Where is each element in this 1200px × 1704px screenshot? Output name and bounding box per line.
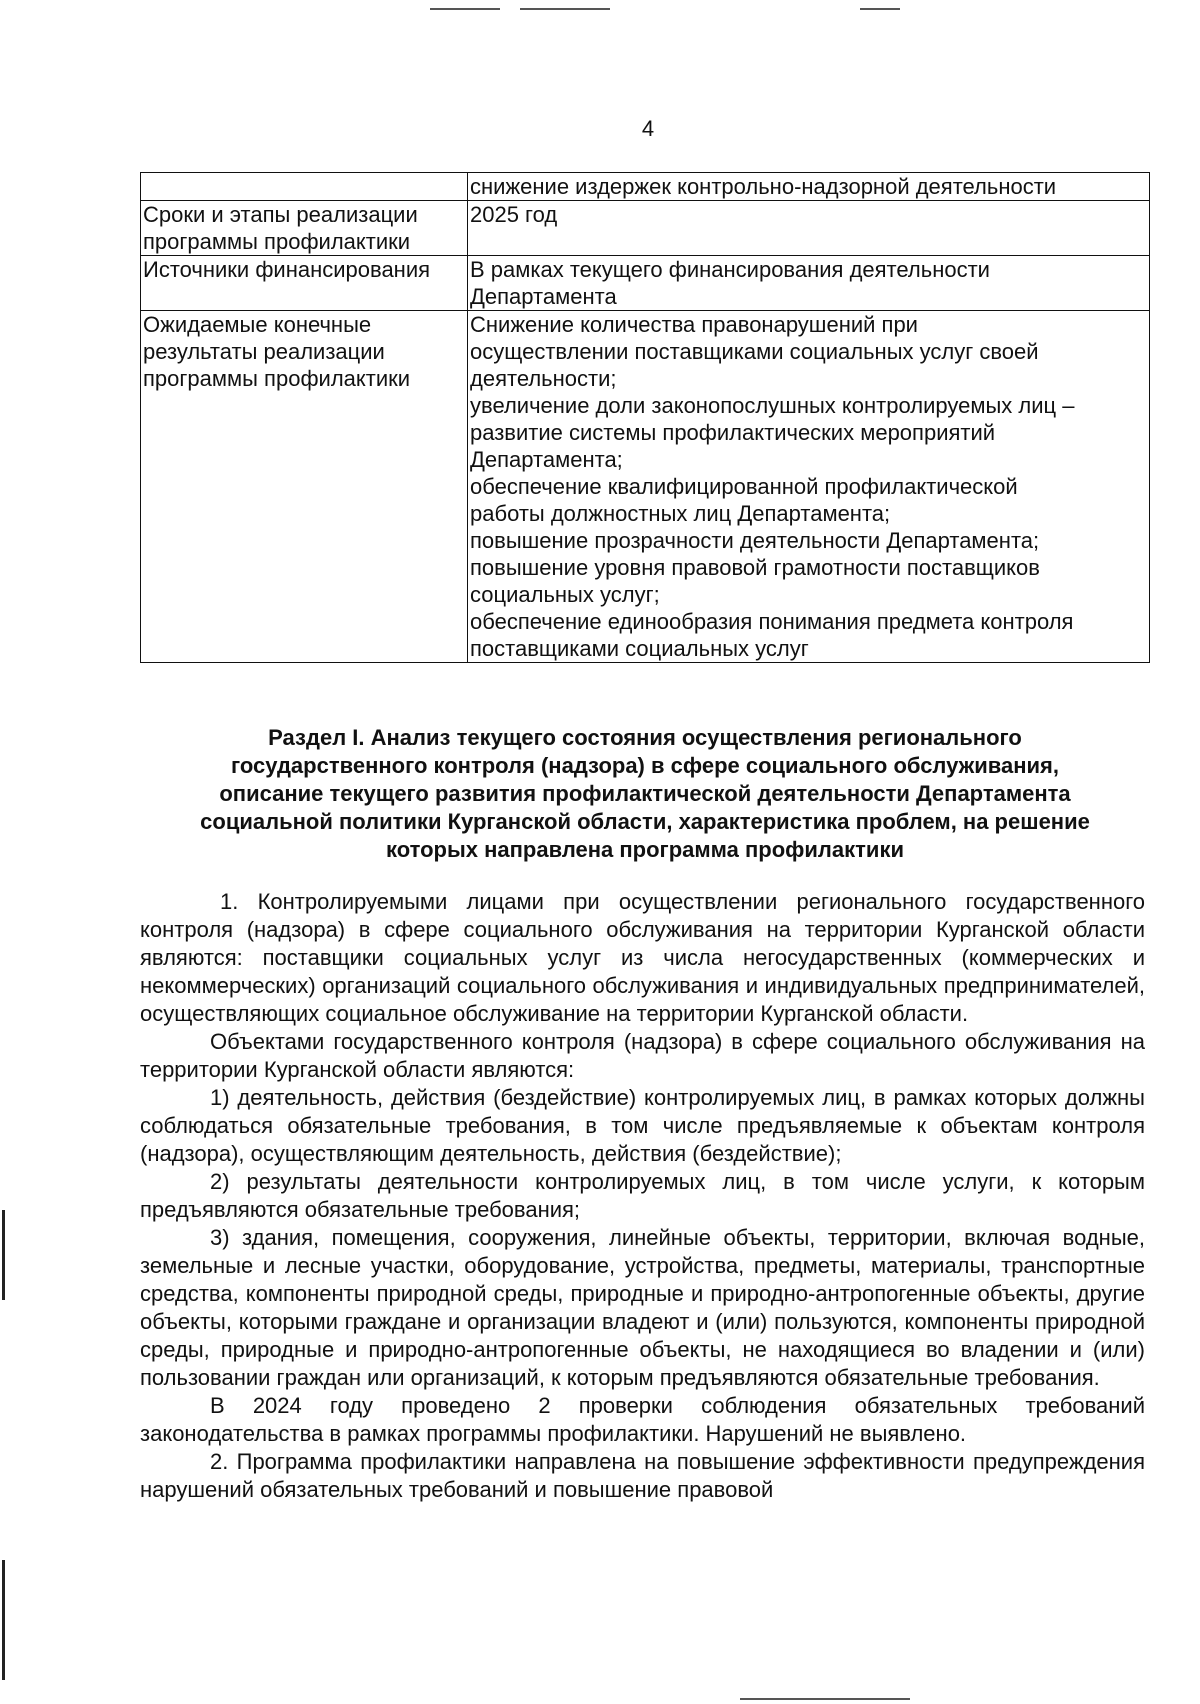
scan-artifact [740, 1698, 910, 1700]
scan-artifact [860, 8, 900, 10]
table-cell-value [468, 173, 1150, 201]
table-cell-line: 2025 год [470, 202, 558, 227]
paragraph: Объектами государственного контроля (надзора) в сфере социального обслуживания на территории Курганской области являются: [140, 1029, 1145, 1082]
section-title-line: государственного контроля (надзора) в сфере социального обслуживания, [231, 753, 1059, 778]
table-cell-line: увеличение доли законопослушных контролируемых лиц – [470, 393, 1075, 418]
table-row [141, 256, 1150, 311]
section-title-line: которых направлена программа профилактики [386, 837, 904, 862]
table-cell-line: повышение уровня правовой грамотности поставщиков [470, 555, 1040, 580]
scan-margin-mark [2, 1560, 5, 1680]
table-cell-line: В рамках текущего финансирования деятельности [470, 257, 990, 282]
table-cell-line: Снижение количества правонарушений при [470, 312, 918, 337]
paragraph: 1) деятельность, действия (бездействие) контролируемых лиц, в рамках которых должны соблюдаться обязательные требования, в том числе предъявляемые к объектам контроля (надзора), осуществляющим деятельность, действия (бездействие); [140, 1085, 1145, 1166]
scan-artifact [430, 8, 500, 10]
program-passport-table [140, 172, 1150, 663]
table-cell-line: осуществлении поставщиками социальных услуг своей [470, 339, 1039, 364]
table-cell-line: поставщиками социальных услуг [470, 636, 809, 661]
paragraph: В 2024 году проведено 2 проверки соблюдения обязательных требований законодательства в рамках программы профилактики. Нарушений не выявлено. [140, 1393, 1145, 1446]
table-cell-line: обеспечение квалифицированной профилактической [470, 474, 1018, 499]
table-cell-line: Сроки и этапы реализации [143, 202, 418, 227]
table-row [141, 173, 1150, 201]
table-cell-line: повышение прозрачности деятельности Департамента; [470, 528, 1040, 553]
table-row [141, 201, 1150, 256]
table-cell-line: деятельности; [470, 366, 617, 391]
section-title-line: Раздел I. Анализ текущего состояния осуществления регионального [268, 725, 1022, 750]
table-cell-line: работы должностных лиц Департамента; [470, 501, 891, 526]
table-cell-line: развитие системы профилактических мероприятий [470, 420, 996, 445]
table-cell-label [141, 173, 468, 201]
section-title [140, 724, 1150, 864]
table-cell-line: обеспечение единообразия понимания предмета контроля [470, 609, 1074, 634]
paragraph: 3) здания, помещения, сооружения, линейные объекты, территории, включая водные, земельные и лесные участки, оборудование, устройства, предметы, материалы, транспортные средства, компоненты природной среды, природные и природно-антропогенные объекты, другие объекты, которыми граждане и организации владеют и (или) пользуются, компоненты природной среды, природные и природно-антропогенные объекты, не находящиеся во владении и (или) пользовании граждан или организаций, к которым предъявляются обязательные требования. [140, 1225, 1145, 1390]
table-cell-line: Департамента [470, 284, 617, 309]
table-cell-line: социальных услуг; [470, 582, 660, 607]
table-cell-label [141, 256, 468, 311]
table-cell-value [468, 256, 1150, 311]
table-cell-label [141, 201, 468, 256]
table-cell-line: результаты реализации [143, 339, 385, 364]
body-text [140, 888, 1145, 1504]
table-cell-line: программы профилактики [143, 366, 411, 391]
section-title-line: описание текущего развития профилактической деятельности Департамента [219, 781, 1071, 806]
scan-margin-mark [2, 1210, 5, 1300]
table-cell-value [468, 201, 1150, 256]
table-cell-line: Источники финансирования [143, 257, 431, 282]
table-cell-line: программы профилактики [143, 229, 411, 254]
table-cell-value [468, 311, 1150, 663]
section-title-line: социальной политики Курганской области, характеристика проблем, на решение [200, 809, 1090, 834]
table-cell-line: Департамента; [470, 447, 623, 472]
paragraph: 2) результаты деятельности контролируемых лиц, в том числе услуги, к которым предъявляются обязательные требования; [140, 1169, 1145, 1222]
page-number: 4 [641, 116, 655, 141]
table-cell-line: снижение издержек контрольно-надзорной деятельности [470, 174, 1057, 199]
table-row [141, 311, 1150, 663]
scan-artifact [520, 8, 610, 10]
table-cell-line: Ожидаемые конечные [143, 312, 372, 337]
paragraph: 2. Программа профилактики направлена на повышение эффективности предупреждения нарушений обязательных требований и повышение правовой [140, 1449, 1145, 1502]
table-cell-label [141, 311, 468, 663]
paragraph: 1. Контролируемыми лицами при осуществлении регионального государственного контроля (надзора) в сфере социального обслуживания на территории Курганской области являются: поставщики социальных услуг из числа негосударственных (коммерческих и некоммерческих) организаций социального обслуживания и индивидуальных предпринимателей, осуществляющих социальное обслуживание на территории Курганской области. [140, 889, 1145, 1026]
